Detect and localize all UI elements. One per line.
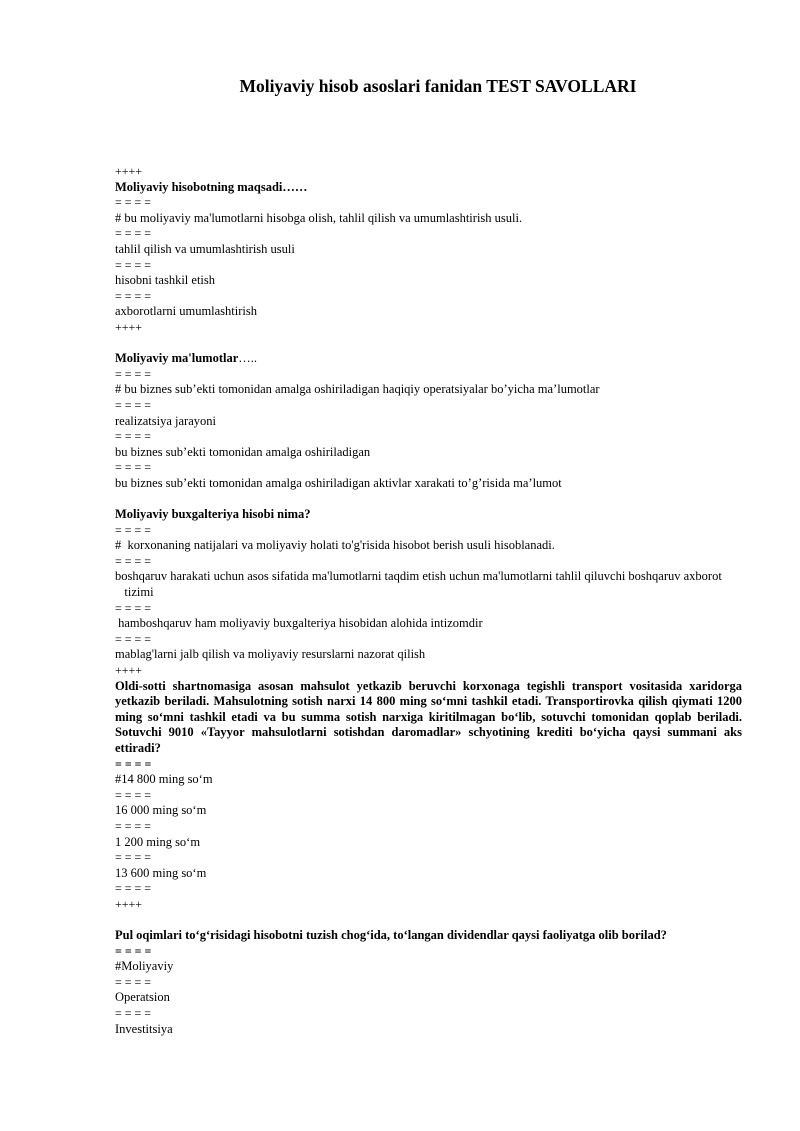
answer-option: tizimi: [115, 585, 154, 600]
answer-option: axborotlarni umumlashtirish: [115, 304, 257, 319]
correct-answer: #Moliyaviy: [115, 959, 174, 974]
answer-separator: = = = =: [115, 974, 152, 989]
answer-separator: = = = =: [115, 288, 152, 303]
answer-option: Operatsion: [115, 990, 170, 1005]
blank-line: [115, 336, 742, 352]
answer-separator: = = = =: [115, 257, 152, 272]
question-text: Moliyaviy hisobotning maqsadi……: [115, 179, 308, 194]
question-text: Moliyaviy buxgalteriya hisobi nima?: [115, 507, 311, 522]
document-title: Moliyaviy hisob asoslari fanidan TEST SAVOLLARI: [239, 76, 637, 96]
answer-option: 13 600 ming so‘m: [115, 865, 207, 880]
answer-option: boshqaruv harakati uchun asos sifatida ma'lumotlarni taqdim etish uchun ma'lumotlarni tahlil qiluvchi boshqaruv axborot: [115, 569, 722, 584]
answer-separator: = = = =: [115, 881, 152, 896]
question-delimiter: ++++: [115, 164, 143, 178]
correct-answer: #14 800 ming so‘m: [115, 772, 213, 787]
answer-separator: = = = =: [115, 600, 152, 615]
answer-separator: = = = =: [115, 397, 152, 412]
blank-line: [115, 913, 742, 929]
answer-option: tahlil qilish va umumlashtirish usuli: [115, 241, 295, 256]
answer-option: Investitsiya: [115, 1021, 173, 1036]
answer-option: hamboshqaruv ham moliyaviy buxgalteriya hisobidan alohida intizomdir: [115, 616, 483, 631]
answer-option: 1 200 ming so‘m: [115, 834, 201, 849]
answer-separator: = = = =: [115, 756, 152, 771]
answer-separator: = = = =: [115, 522, 152, 537]
question-text: Oldi-sotti shartnomasiga asosan mahsulot yetkazib beruvchi korxonaga tegishli transport vositasida xaridorga yetkazib beriladi. Mahsulotning sotish narxi 14 800 ming so‘mni tashkil etadi. Transportirovka qilish qiymati 1200 ming so‘mni tashkil etadi va bu summa sotish narxiga kiritilmagan bo‘lib, sotuvchi tomonidan qoplab beriladi. Sotuvchi 9010 «Tayyor mahsulotlarni sotishdan daromadlar» schyotining krediti bo‘yicha qaysi summani aks ettiradi?: [115, 678, 742, 755]
answer-separator: = = = =: [115, 850, 152, 865]
answer-separator: = = = =: [115, 195, 152, 210]
answer-separator: = = = =: [115, 943, 152, 958]
document-body: [115, 164, 742, 1037]
answer-option: 16 000 ming so‘m: [115, 803, 207, 818]
question-delimiter: ++++: [115, 663, 143, 677]
answer-separator: = = = =: [115, 1006, 152, 1021]
correct-answer: # bu moliyaviy ma'lumotlarni hisobga olish, tahlil qilish va umumlashtirish usuli.: [115, 210, 523, 225]
question-delimiter: ++++: [115, 319, 143, 334]
answer-option: realizatsiya jarayoni: [115, 413, 216, 428]
answer-separator: = = = =: [115, 553, 152, 568]
answer-option: bu biznes sub’ekti tomonidan amalga oshiriladigan: [115, 444, 371, 459]
answer-separator: = = = =: [115, 787, 152, 802]
answer-separator: = = = =: [115, 429, 152, 444]
answer-separator: = = = =: [115, 460, 152, 475]
question-text: Pul oqimlari to‘g‘risidagi hisobotni tuzish chog‘ida, to‘langan dividendlar qaysi faoliyatga olib borilad?: [115, 928, 667, 943]
question-delimiter: ++++: [115, 896, 143, 911]
answer-separator: = = = =: [115, 631, 152, 646]
correct-answer: # bu biznes sub’ekti tomonidan amalga oshiriladigan haqiqiy operatsiyalar bo’yicha ma’lumotlar: [115, 382, 600, 397]
answer-option: mablag'larni jalb qilish va moliyaviy resurslarni nazorat qilish: [115, 647, 426, 662]
question-text: Moliyaviy ma'lumotlar…..: [115, 351, 257, 366]
answer-option: hisobni tashkil etish: [115, 273, 215, 288]
answer-separator: = = = =: [115, 366, 152, 381]
answer-separator: = = = =: [115, 818, 152, 833]
correct-answer: # korxonaning natijalari va moliyaviy holati to'g'risida hisobot berish usuli hisoblanadi.: [115, 538, 555, 553]
blank-line: [115, 491, 742, 507]
answer-separator: = = = =: [115, 226, 152, 241]
answer-option: bu biznes sub’ekti tomonidan amalga oshiriladigan aktivlar xarakati to’g’risida ma’lumot: [115, 475, 562, 490]
question-ellipsis: …..: [238, 351, 257, 366]
